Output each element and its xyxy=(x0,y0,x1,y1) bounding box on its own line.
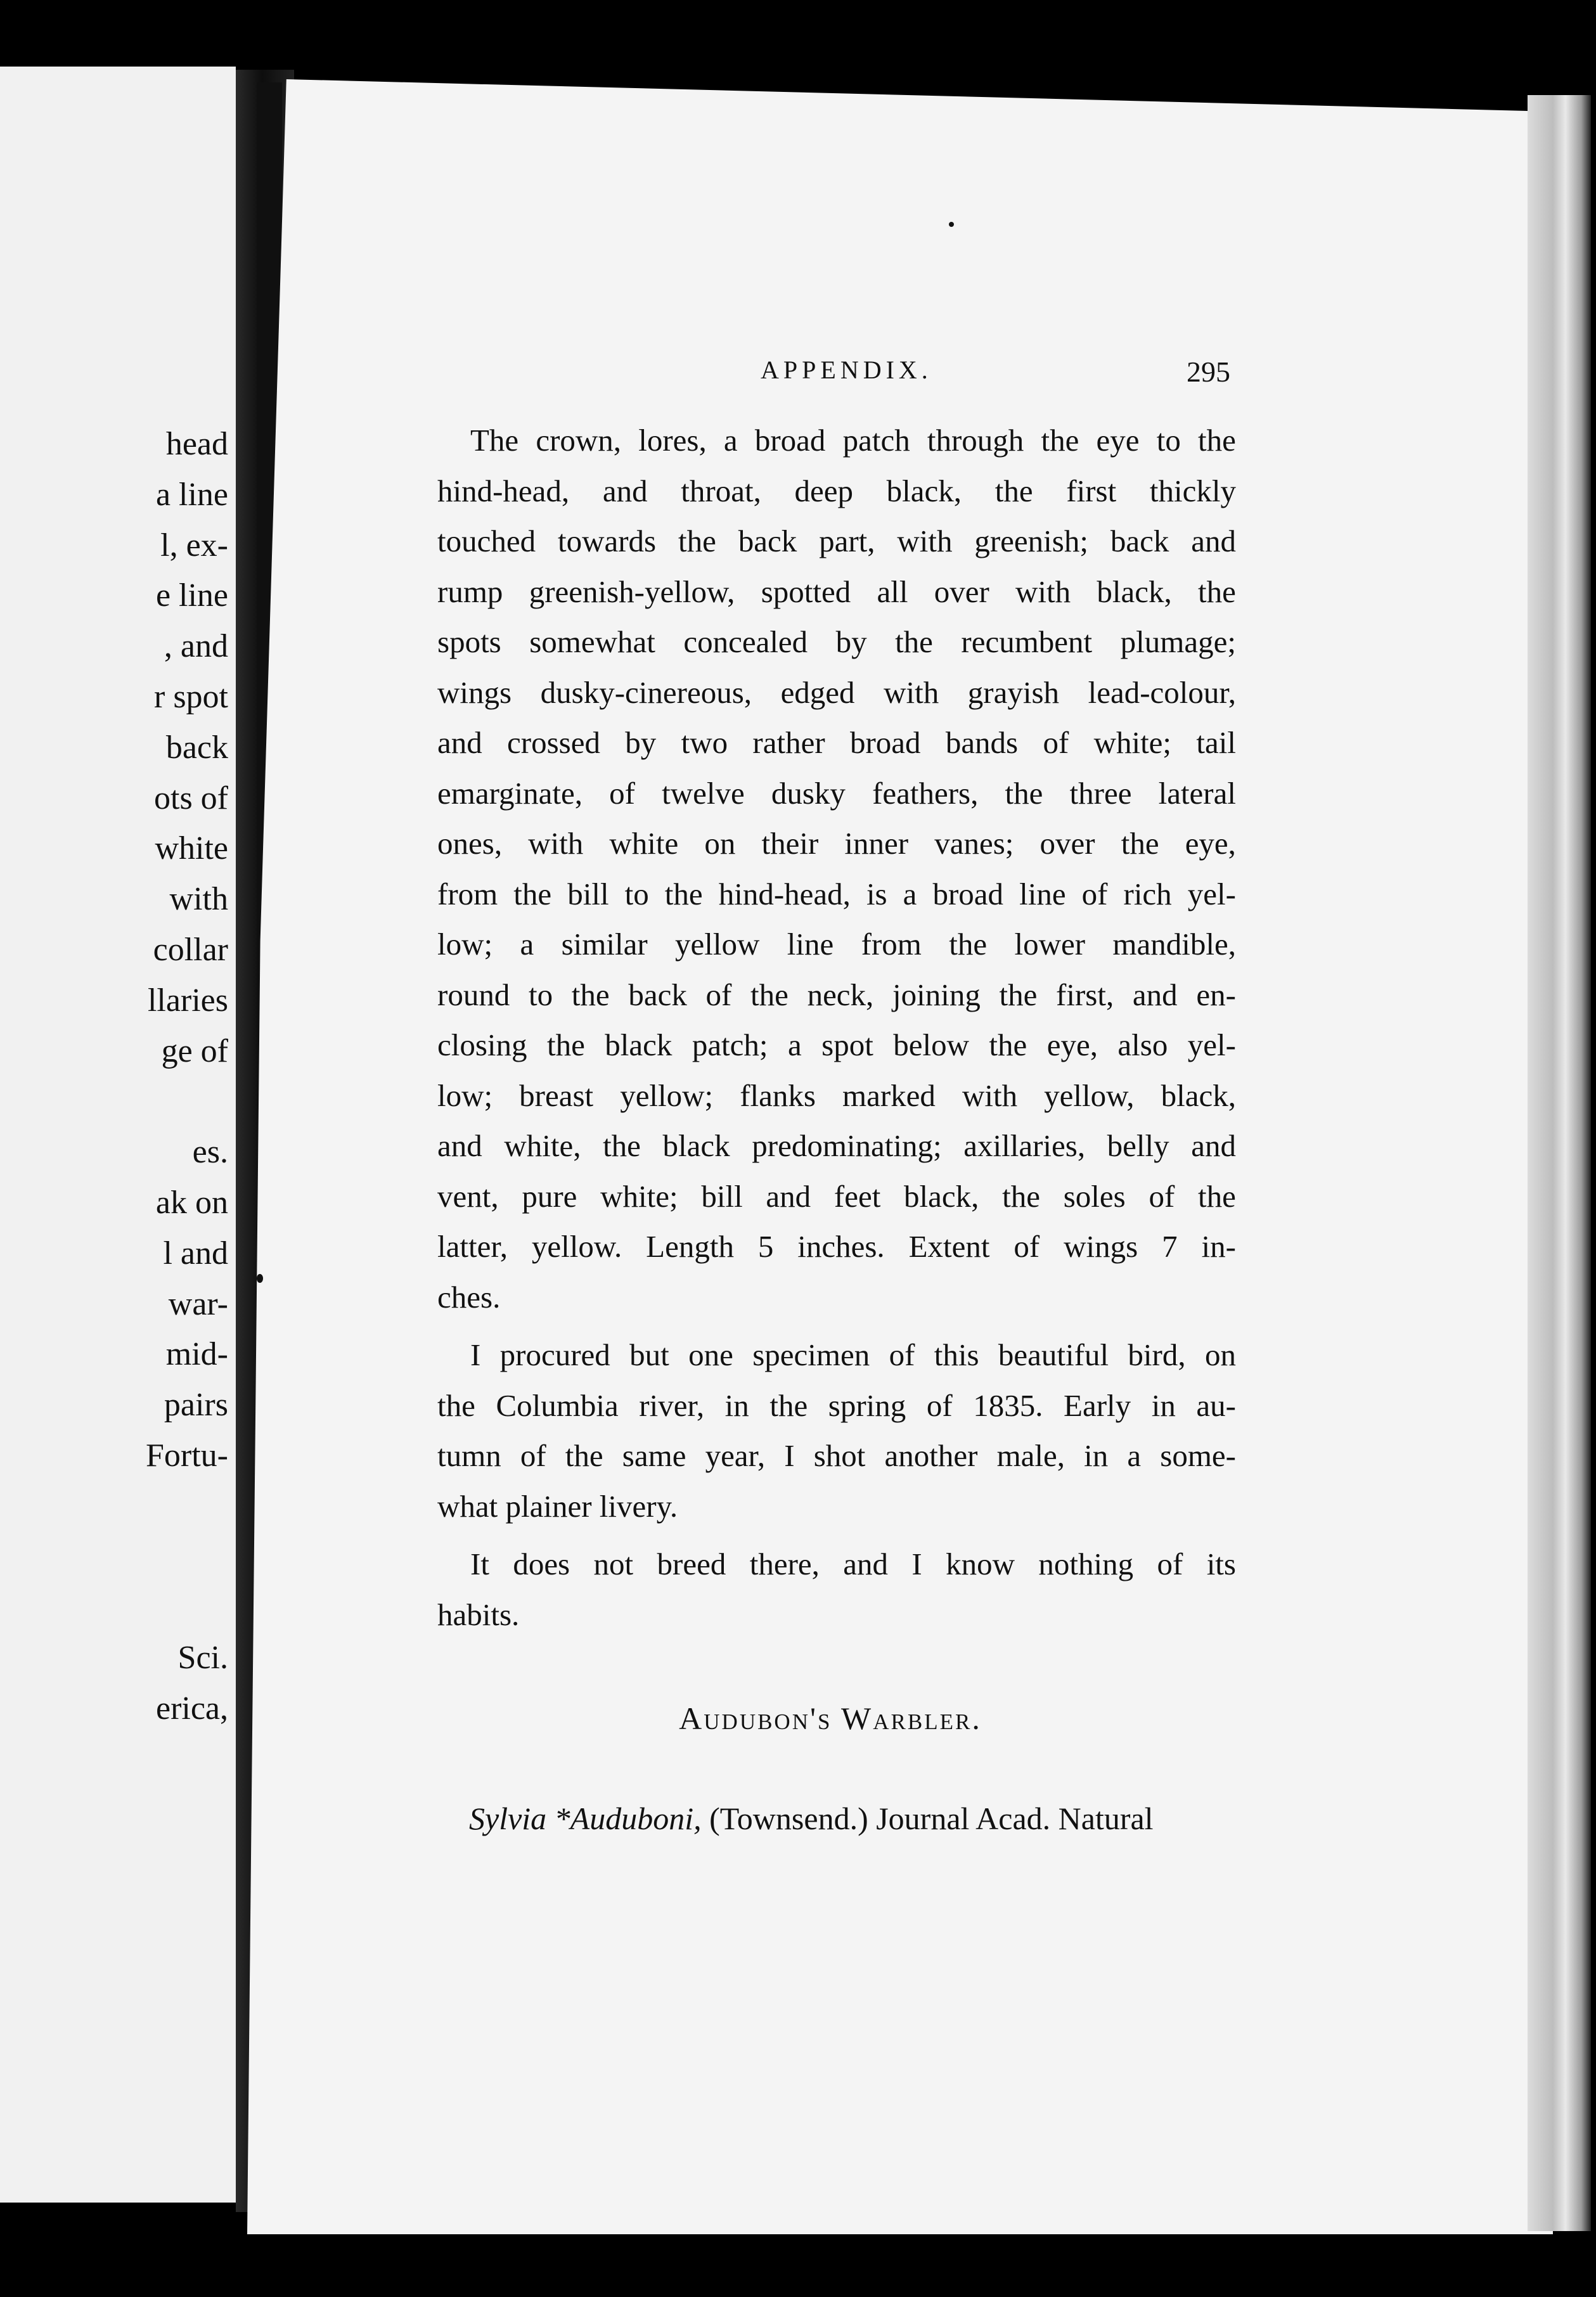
text-line: The crown, lores, a broad patch through the eye to the xyxy=(470,423,1236,458)
left-page-line-fragment: ots of xyxy=(154,780,228,816)
page-edges xyxy=(1528,95,1591,2231)
previous-page-fragment xyxy=(0,67,236,2203)
left-page-line-fragment: Sci. xyxy=(177,1640,228,1676)
left-page-line-fragment: collar xyxy=(153,932,228,968)
citation-text: (Townsend.) Journal Acad. Natural xyxy=(709,1801,1154,1836)
ink-speck xyxy=(949,222,954,227)
left-page-line-fragment: a line xyxy=(155,476,228,513)
text-line: hind-head, and throat, deep black, the first thickly xyxy=(437,473,1236,508)
text-line: ches. xyxy=(437,1279,501,1315)
text-line: It does not breed there, and I know nothing of its xyxy=(470,1547,1236,1581)
left-page-line-fragment: es. xyxy=(192,1134,228,1171)
text-line: round to the back of the neck, joining the first, and en- xyxy=(437,977,1236,1012)
text-line: habits. xyxy=(437,1597,520,1632)
species-name: Sylvia *Auduboni, xyxy=(469,1801,702,1836)
text-line: spots somewhat concealed by the recumbent plumage; xyxy=(437,624,1236,659)
text-line: touched towards the back part, with greenish; back and xyxy=(437,524,1236,558)
text-line: and crossed by two rather broad bands of white; tail xyxy=(437,725,1236,760)
page-number: 295 xyxy=(1187,356,1230,388)
running-head: APPENDIX. xyxy=(761,356,932,384)
text-line: closing the black patch; a spot below the eye, also yel- xyxy=(437,1027,1236,1062)
left-page-line-fragment: l and xyxy=(163,1235,228,1271)
text-line: emarginate, of twelve dusky feathers, the three lateral xyxy=(437,775,1236,811)
left-page-line-fragment: llaries xyxy=(147,982,228,1019)
left-page-line-fragment: erica, xyxy=(155,1690,228,1727)
text-line: rump greenish-yellow, spotted all over with black, the xyxy=(437,574,1236,609)
left-page-line-fragment: with xyxy=(169,881,228,918)
left-page-line-fragment: mid- xyxy=(165,1336,228,1373)
text-line: what plainer livery. xyxy=(437,1488,678,1524)
text-line: wings dusky-cinereous, edged with grayish lead-colour, xyxy=(437,674,1236,710)
left-page-line-fragment: back xyxy=(165,729,228,766)
text-line: and white, the black predominating; axillaries, belly and xyxy=(437,1128,1236,1163)
left-page-line-fragment: ge of xyxy=(161,1033,228,1069)
left-page-line-fragment: , and xyxy=(164,628,228,665)
ink-speck xyxy=(257,1274,263,1283)
section-heading: Audubon's Warbler. xyxy=(679,1701,982,1736)
text-line: from the bill to the hind-head, is a broad line of rich yel- xyxy=(437,876,1236,911)
left-page-line-fragment: r spot xyxy=(154,679,228,715)
text-line: low; breast yellow; flanks marked with yellow, black, xyxy=(437,1078,1236,1113)
text-line: tumn of the same year, I shot another male, in a some- xyxy=(437,1438,1236,1473)
text-line: latter, yellow. Length 5 inches. Extent of wings 7 in- xyxy=(437,1229,1236,1264)
left-page-line-fragment: head xyxy=(165,426,228,462)
text-line: I procured but one specimen of this beautiful bird, on xyxy=(470,1337,1236,1372)
text-line: low; a similar yellow line from the lower mandible, xyxy=(437,927,1236,962)
body-text xyxy=(437,415,1236,1640)
species-citation xyxy=(469,1800,1154,1837)
left-page-line-fragment: war- xyxy=(168,1285,228,1322)
left-page-line-fragment: white xyxy=(155,830,228,867)
left-page-line-fragment: e line xyxy=(155,577,228,614)
left-page-line-fragment: pairs xyxy=(164,1387,228,1424)
left-page-line-fragment: ak on xyxy=(155,1185,228,1221)
left-page-line-fragment: l, ex- xyxy=(160,527,228,563)
left-page-line-fragment: Fortu- xyxy=(146,1438,228,1474)
text-line: vent, pure white; bill and feet black, the soles of the xyxy=(437,1178,1236,1214)
text-line: the Columbia river, in the spring of 1835. Early in au- xyxy=(437,1387,1236,1423)
text-line: ones, with white on their inner vanes; over the eye, xyxy=(437,826,1236,861)
